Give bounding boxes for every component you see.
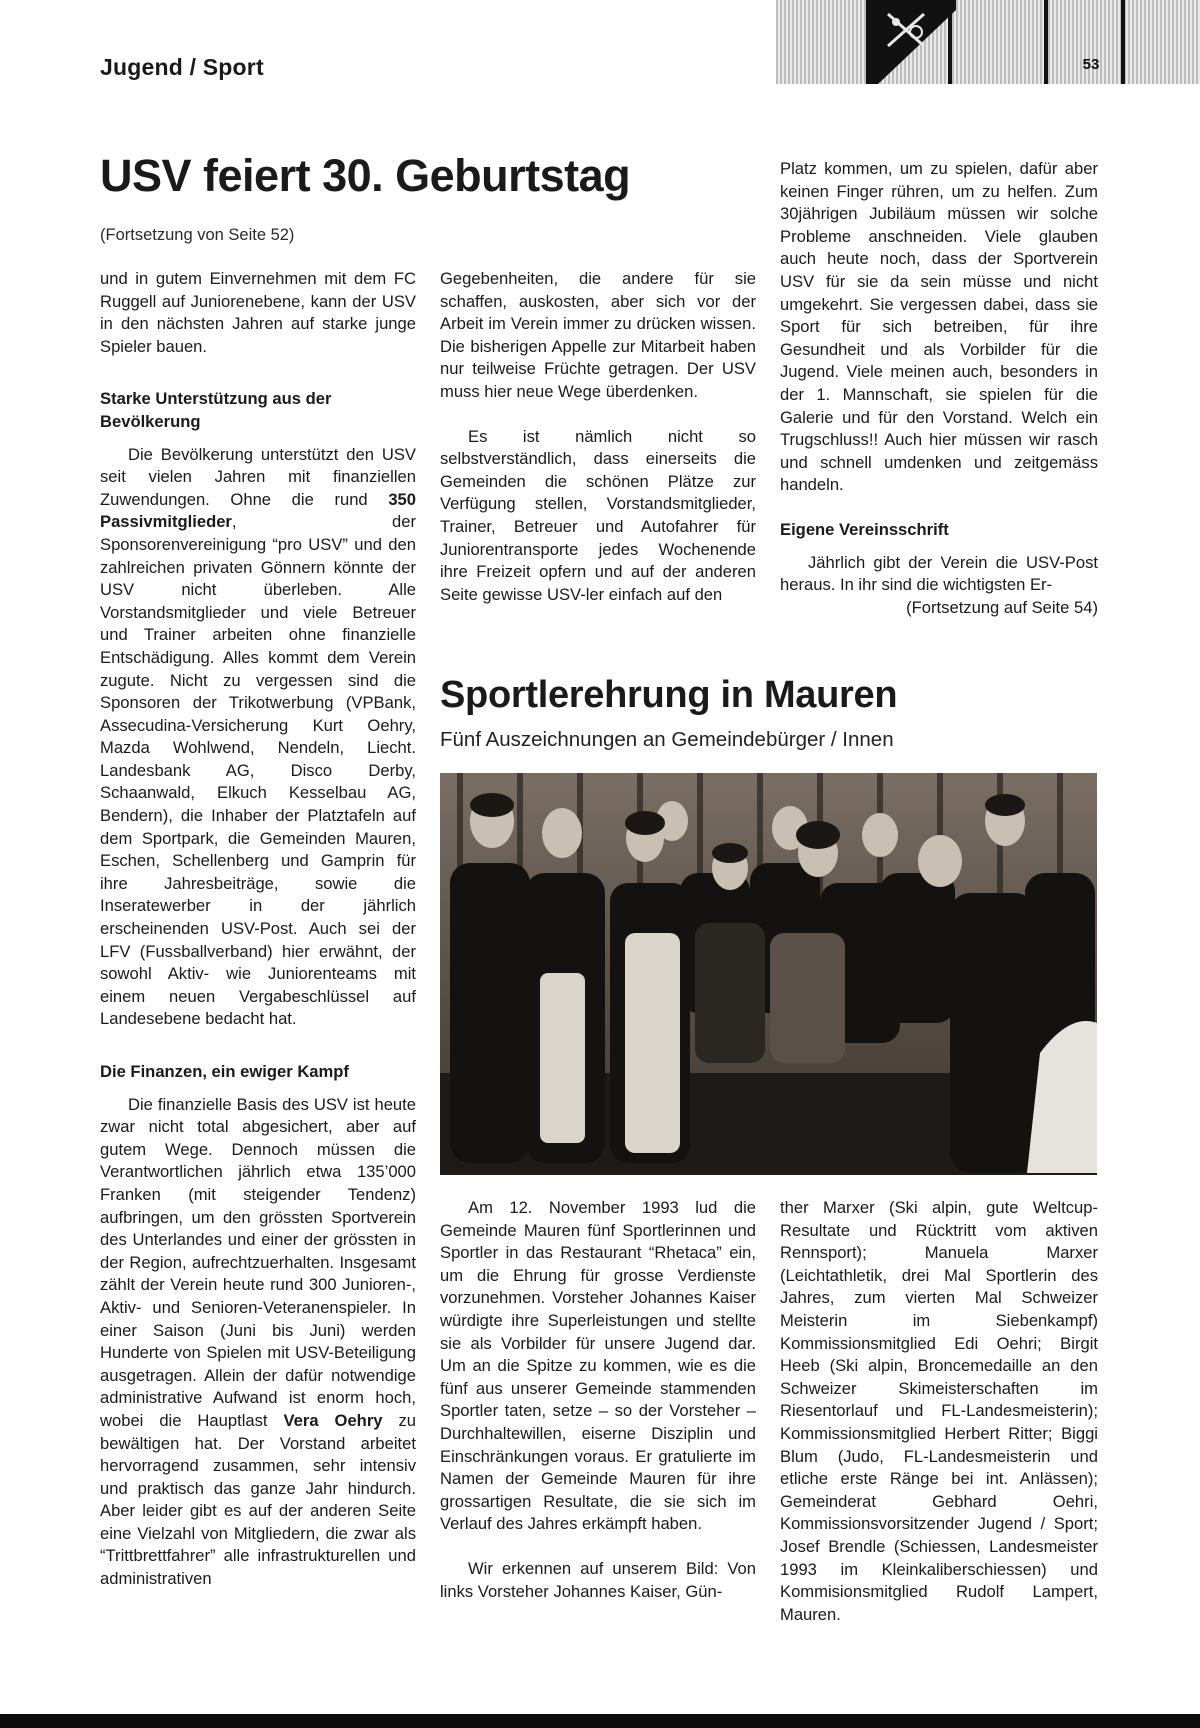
bold-text: 350 Passivmitglieder bbox=[100, 489, 416, 532]
page-number: 53 bbox=[1082, 56, 1100, 73]
banner-bar bbox=[866, 0, 870, 84]
continuation-note: (Fortsetzung von Seite 52) bbox=[100, 226, 295, 244]
article-title: Sportlerehrung in Mauren bbox=[440, 674, 898, 716]
banner-stripes bbox=[776, 0, 1200, 84]
section-heading: Starke Unterstützung aus der Bevölkerung bbox=[100, 389, 332, 431]
group-photo-image bbox=[440, 773, 1097, 1175]
continuation-note: (Fortsetzung auf Seite 54) bbox=[906, 597, 1098, 617]
article1-column-2 bbox=[440, 268, 756, 606]
header-banner bbox=[776, 0, 1200, 84]
article2-column-1 bbox=[440, 1197, 756, 1603]
article-title: USV feiert 30. Geburtstag bbox=[100, 150, 631, 201]
banner-bar bbox=[1121, 0, 1125, 84]
article1-column-3 bbox=[780, 158, 1098, 619]
bottom-border bbox=[0, 1714, 1200, 1728]
article-subtitle: Fünf Auszeichnungen an Gemeindebürger / Innen bbox=[440, 728, 894, 751]
paragraph: Jährlich gibt der Verein die USV-Post heraus. In ihr sind die wichtigsten Er- bbox=[780, 552, 1098, 595]
group-photo bbox=[440, 773, 1097, 1175]
paragraph: und in gutem Einvernehmen mit dem FC Ruggell auf Juniorenebene, kann der USV in den nächsten Jahren auf starke junge Spieler bauen. bbox=[100, 269, 416, 356]
paragraph: Es ist nämlich nicht so selbstverständlich, dass einerseits die Gemeinden die schönen Plätze zur Verfügung stellen, Vorstandsmitglieder, Trainer, Betreuer und Autofahrer für Juniorentransporte jedes Wochenende ihre Freizeit opfern und auf der anderen Seite gewisse USV-ler einfach auf den bbox=[440, 426, 756, 604]
paragraph: Gegebenheiten, die andere für sie schaffen, auskosten, aber sich vor der Arbeit im Verein immer zu drücken wissen. Die bisherigen Appelle zur Mitarbeit haben nur teilweise Früchte getragen. Der USV muss hier neue Wege überdenken. bbox=[440, 269, 756, 401]
banner-bar bbox=[1044, 0, 1048, 84]
paragraph: Am 12. November 1993 lud die Gemeinde Mauren fünf Sportlerinnen und Sportler in das Restaurant “Rhetaca” ein, um die Ehrung für grosse Verdienste vorzunehmen. Vorsteher Johannes Kaiser würdigte ihre Superleistungen und stellte sie als Vorbilder für unsere Jugend dar. Um an die Spitze zu kommen, wie es die fünf aus unserer Gemeinde stammenden Sportler taten, setze – so der Vorsteher – Durchhaltewillen, eiserne Disziplin und Einschränkungen voraus. Er gratulierte im Namen der Gemeinde Mauren für ihre grossartigen Resultate, die sie sich im Verlauf des Jahres erkämpft haben. bbox=[440, 1198, 756, 1534]
section-heading: Die Finanzen, ein ewiger Kampf bbox=[100, 1062, 349, 1081]
section-heading: Eigene Vereinsschrift bbox=[780, 519, 949, 539]
paragraph: Die Bevölkerung unterstützt den USV seit vielen Jahren mit finanziellen Zuwendungen. Ohne die rund 350 Passivmitglieder, der Sponsorenvereinigung “pro USV” und den zahlreichen privaten Gönnern könnte der USV nicht überleben. Alle Vorstandsmitglieder und viele Betreuer und Trainer arbeiten ohne finanzielle Entschädigung. Alles kommt dem Verein zugute. Nicht zu vergessen sind die Sponsoren der Trikotwerbung (VPBank, Assecudina-Versicherung Kurt Oehry, Mazda Wohlwend, Nendeln, Liecht. Landesbank AG, Disco Derby, Schaanwald, Elkuch Kesselbau AG, Bendern), die Inhaber der Platztafeln auf dem Sportpark, die Gemeinden Mauren, Eschen, Schellenberg und Gamprin für ihre Jahresbeiträge, sowie die Inseratewerber in der jährlich erscheinenden USV-Post. Auch sei der LFV (Fussballverband) hier erwähnt, der sowohl Aktiv- wie Juniorenteams mit einem neuen Vergabeschlüssel auf Landesebene bedacht hat. bbox=[100, 444, 416, 1029]
article1-column-1 bbox=[100, 268, 416, 1591]
paragraph: Die finanzielle Basis des USV ist heute zwar nicht total abgesichert, aber auf gutem Wege. Dennoch müssen die Verantwortlichen jährlich etwa 135’000 Franken (mit steigender Tendenz) aufbringen, um den grössten Sportverein des Unterlandes und einer der grössten in der Region, aufrechtzuerhalten. Insgesamt zählt der Verein heute rund 300 Junioren-, Aktiv- und Senioren-Veteranenspieler. In einer Saison (Juni bis Juni) werden Hunderte von Spielen mit USV-Beteiligung ausgetragen. Allein der dafür notwendige administrative Aufwand ist enorm hoch, wobei die Hauptlast Vera Oehry zu bewältigen hat. Der Vorstand arbeitet hervorragend zusammen, sehr intensiv und praktisch das ganze Jahr hindurch. Aber leider gibt es auf der anderen Seite eine Vielzahl von Mitgliedern, die zwar als “Trittbrettfahrer” alle infrastrukturellen und administrativen bbox=[100, 1094, 417, 1589]
paragraph: Wir erkennen auf unserem Bild: Von links Vorsteher Johannes Kaiser, Gün- bbox=[440, 1558, 756, 1601]
article2-column-2 bbox=[780, 1197, 1098, 1626]
paragraph: Platz kommen, um zu spielen, dafür aber keinen Finger rühren, um zu helfen. Zum 30jährigen Jubiläum müssen wir solche Probleme anschneiden. Viele glauben auch heute noch, dass der Sportverein USV für sie da sein müsse und nicht umgekehrt. Sie vergessen dabei, dass sie Sport für sich betreiben, für ihre Gesundheit und als Vorbilder für die Jugend. Viele meinen auch, besonders in der 1. Mannschaft, sie spielen für die Galerie und für den Vorstand. Welch ein Trugschluss!! Auch hier müssen wir rasch und schnell umdenken und zeitgemäss handeln. bbox=[780, 159, 1098, 495]
paragraph: ther Marxer (Ski alpin, gute Weltcup-Resultate und Rücktritt vom aktiven Rennsport); Manuela Marxer (Leichtathletik, drei Mal Sportlerin des Jahres, zum vierten Mal Schweizer Meisterin im Siebenkampf) Kommissionsmitglied Edi Oehri; Birgit Heeb (Ski alpin, Broncemedaille an den Schweizer Skimeisterschaften im Riesentorlauf und FL-Landesmeisterin); Kommissionsmitglied Herbert Ritter; Biggi Blum (Judo, FL-Landesmeisterin und etliche erste Ränge bei int. Anlässen); Gemeinderat Gebhard Oehri, Kommissionsvorsitzender Jugend / Sport; Josef Brendle (Schiessen, Landesmeister 1993 im Kleinkaliberschiessen) und Kommisionsmitglied Rudolf Lampert, Mauren. bbox=[780, 1198, 1098, 1624]
section-label: Jugend / Sport bbox=[100, 54, 264, 80]
bold-text: Vera Oehry bbox=[283, 1410, 383, 1430]
coat-of-arms-icon bbox=[866, 0, 956, 84]
banner-bar bbox=[948, 0, 952, 84]
